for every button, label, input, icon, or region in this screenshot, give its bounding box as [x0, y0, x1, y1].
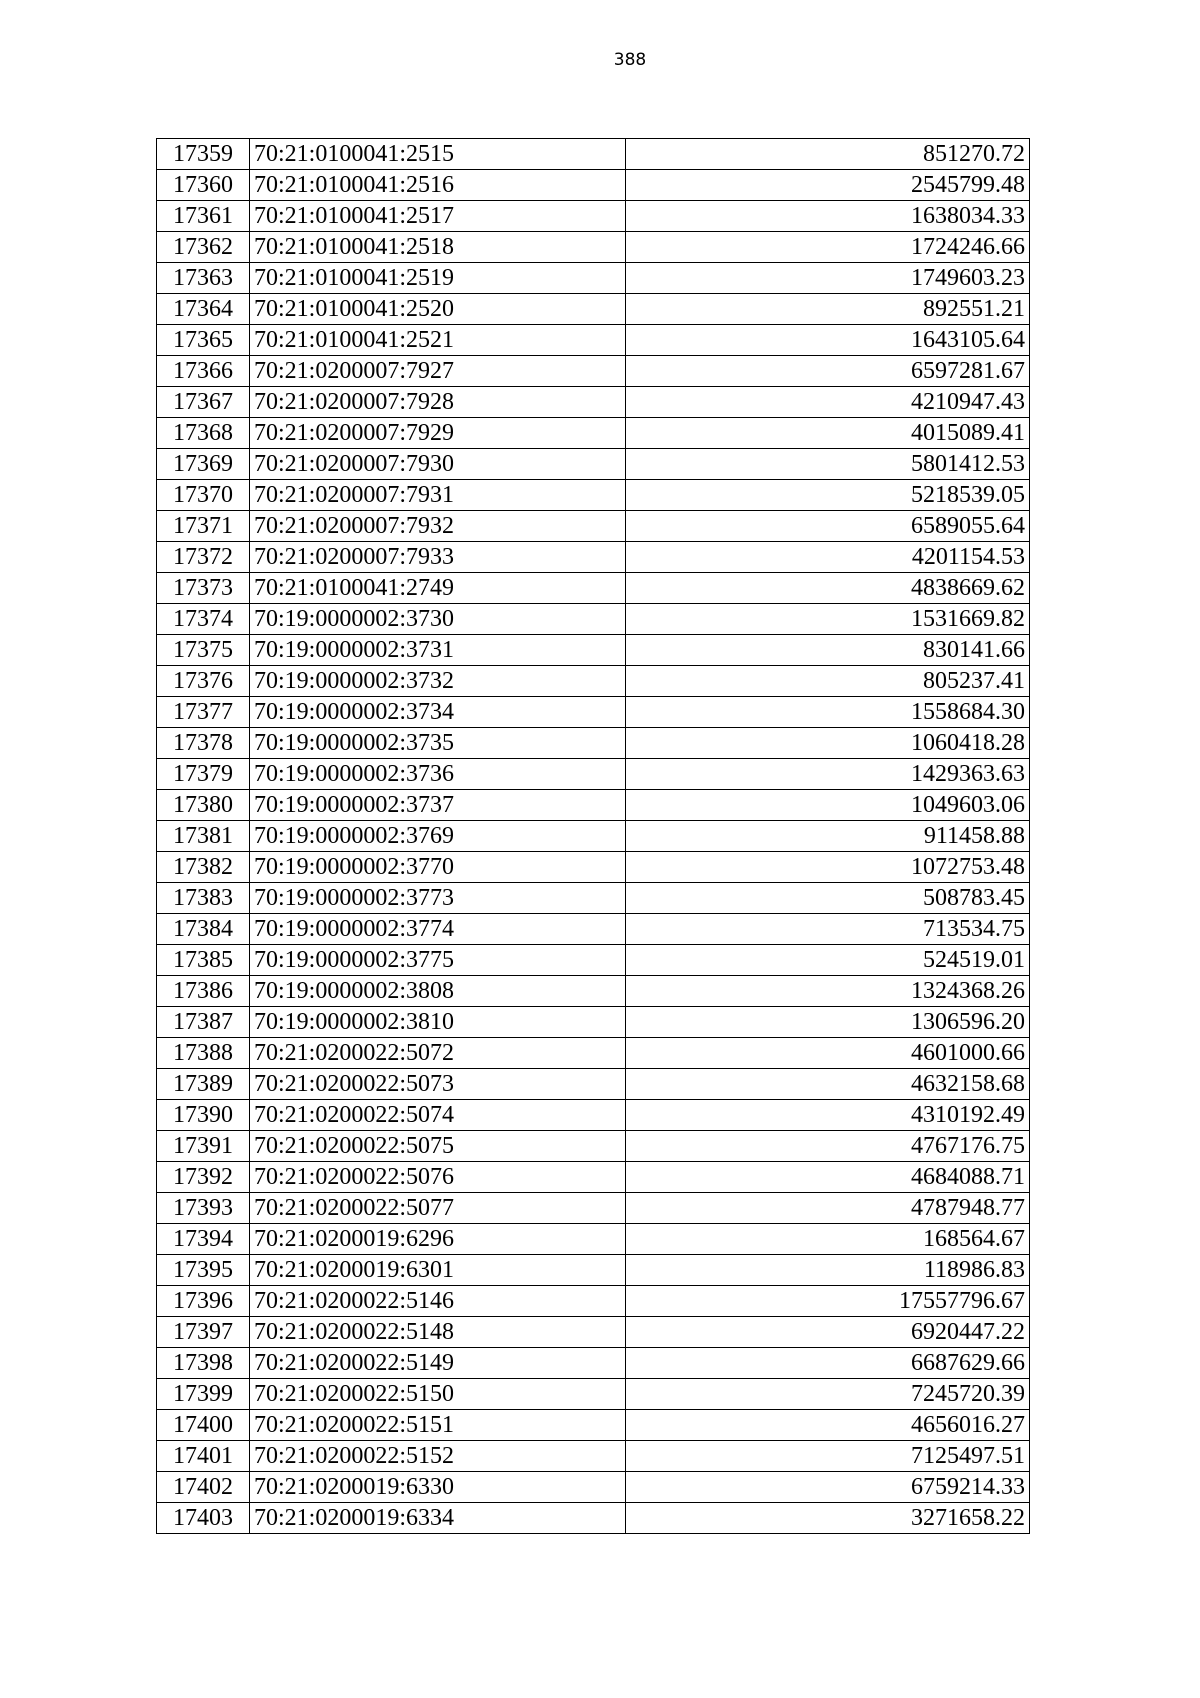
cadastral-value-cell: 1306596.20 — [626, 1007, 1030, 1038]
table-row — [157, 1038, 1030, 1069]
row-number-cell: 17382 — [157, 852, 250, 883]
cadastral-value-cell: 508783.45 — [626, 883, 1030, 914]
row-number-cell: 17399 — [157, 1379, 250, 1410]
cadastral-number-cell: 70:21:0200022:5073 — [250, 1069, 626, 1100]
row-number-cell: 17376 — [157, 666, 250, 697]
cadastral-value-cell: 7125497.51 — [626, 1441, 1030, 1472]
table-row — [157, 1255, 1030, 1286]
cadastral-value-cell: 2545799.48 — [626, 170, 1030, 201]
cadastral-value-cell: 1531669.82 — [626, 604, 1030, 635]
row-number-cell: 17396 — [157, 1286, 250, 1317]
table-row — [157, 294, 1030, 325]
row-number-cell: 17394 — [157, 1224, 250, 1255]
row-number-cell: 17365 — [157, 325, 250, 356]
row-number-cell: 17387 — [157, 1007, 250, 1038]
cadastral-number-cell: 70:21:0100041:2515 — [250, 139, 626, 170]
table-row — [157, 728, 1030, 759]
table-row — [157, 1286, 1030, 1317]
row-number-cell: 17386 — [157, 976, 250, 1007]
row-number-cell: 17381 — [157, 821, 250, 852]
cadastral-value-cell: 1060418.28 — [626, 728, 1030, 759]
table-row — [157, 1379, 1030, 1410]
table-row — [157, 325, 1030, 356]
cadastral-value-cell: 1324368.26 — [626, 976, 1030, 1007]
table-row — [157, 759, 1030, 790]
table-row — [157, 232, 1030, 263]
row-number-cell: 17402 — [157, 1472, 250, 1503]
page-number: 388 — [613, 50, 647, 70]
table-body — [157, 139, 1030, 1534]
cadastral-value-cell: 4684088.71 — [626, 1162, 1030, 1193]
row-number-cell: 17369 — [157, 449, 250, 480]
cadastral-number-cell: 70:19:0000002:3773 — [250, 883, 626, 914]
row-number-cell: 17384 — [157, 914, 250, 945]
table-row — [157, 1007, 1030, 1038]
row-number-cell: 17367 — [157, 387, 250, 418]
cadastral-value-cell: 1724246.66 — [626, 232, 1030, 263]
row-number-cell: 17362 — [157, 232, 250, 263]
cadastral-number-cell: 70:19:0000002:3769 — [250, 821, 626, 852]
cadastral-number-cell: 70:19:0000002:3808 — [250, 976, 626, 1007]
cadastral-value-cell: 6759214.33 — [626, 1472, 1030, 1503]
cadastral-number-cell: 70:19:0000002:3732 — [250, 666, 626, 697]
cadastral-number-cell: 70:21:0200019:6296 — [250, 1224, 626, 1255]
cadastral-number-cell: 70:21:0200007:7929 — [250, 418, 626, 449]
cadastral-value-cell: 4201154.53 — [626, 542, 1030, 573]
cadastral-number-cell: 70:21:0200022:5075 — [250, 1131, 626, 1162]
row-number-cell: 17385 — [157, 945, 250, 976]
cadastral-value-cell: 1558684.30 — [626, 697, 1030, 728]
table-row — [157, 821, 1030, 852]
cadastral-value-cell: 1429363.63 — [626, 759, 1030, 790]
table-row — [157, 1317, 1030, 1348]
row-number-cell: 17397 — [157, 1317, 250, 1348]
table-row — [157, 170, 1030, 201]
cadastral-number-cell: 70:21:0200022:5072 — [250, 1038, 626, 1069]
cadastral-value-cell: 4656016.27 — [626, 1410, 1030, 1441]
row-number-cell: 17389 — [157, 1069, 250, 1100]
row-number-cell: 17370 — [157, 480, 250, 511]
cadastral-number-cell: 70:19:0000002:3734 — [250, 697, 626, 728]
cadastral-number-cell: 70:21:0200022:5149 — [250, 1348, 626, 1379]
row-number-cell: 17395 — [157, 1255, 250, 1286]
table-row — [157, 263, 1030, 294]
cadastral-number-cell: 70:21:0200019:6334 — [250, 1503, 626, 1534]
cadastral-value-cell: 118986.83 — [626, 1255, 1030, 1286]
table-row — [157, 1069, 1030, 1100]
table-row — [157, 201, 1030, 232]
table-row — [157, 139, 1030, 170]
cadastral-value-cell: 5801412.53 — [626, 449, 1030, 480]
cadastral-number-cell: 70:21:0100041:2520 — [250, 294, 626, 325]
row-number-cell: 17400 — [157, 1410, 250, 1441]
row-number-cell: 17371 — [157, 511, 250, 542]
cadastral-number-cell: 70:19:0000002:3730 — [250, 604, 626, 635]
cadastral-number-cell: 70:21:0200007:7927 — [250, 356, 626, 387]
row-number-cell: 17363 — [157, 263, 250, 294]
cadastral-value-cell: 911458.88 — [626, 821, 1030, 852]
cadastral-value-cell: 830141.66 — [626, 635, 1030, 666]
cadastral-number-cell: 70:19:0000002:3775 — [250, 945, 626, 976]
row-number-cell: 17361 — [157, 201, 250, 232]
row-number-cell: 17388 — [157, 1038, 250, 1069]
table-row — [157, 449, 1030, 480]
cadastral-number-cell: 70:21:0200007:7932 — [250, 511, 626, 542]
cadastral-number-cell: 70:19:0000002:3731 — [250, 635, 626, 666]
cadastral-value-cell: 713534.75 — [626, 914, 1030, 945]
cadastral-number-cell: 70:19:0000002:3735 — [250, 728, 626, 759]
cadastral-value-cell: 6920447.22 — [626, 1317, 1030, 1348]
row-number-cell: 17374 — [157, 604, 250, 635]
table-row — [157, 976, 1030, 1007]
row-number-cell: 17401 — [157, 1441, 250, 1472]
cadastral-value-cell: 6687629.66 — [626, 1348, 1030, 1379]
row-number-cell: 17368 — [157, 418, 250, 449]
row-number-cell: 17360 — [157, 170, 250, 201]
cadastral-number-cell: 70:21:0200007:7931 — [250, 480, 626, 511]
cadastral-value-cell: 1638034.33 — [626, 201, 1030, 232]
row-number-cell: 17378 — [157, 728, 250, 759]
cadastral-number-cell: 70:21:0100041:2517 — [250, 201, 626, 232]
row-number-cell: 17377 — [157, 697, 250, 728]
cadastral-number-cell: 70:21:0200022:5148 — [250, 1317, 626, 1348]
cadastral-value-cell: 6589055.64 — [626, 511, 1030, 542]
table-row — [157, 1441, 1030, 1472]
cadastral-value-cell: 4601000.66 — [626, 1038, 1030, 1069]
cadastral-value-cell: 805237.41 — [626, 666, 1030, 697]
cadastral-value-cell: 1072753.48 — [626, 852, 1030, 883]
table-row — [157, 852, 1030, 883]
cadastral-value-cell: 1049603.06 — [626, 790, 1030, 821]
cadastral-number-cell: 70:19:0000002:3774 — [250, 914, 626, 945]
cadastral-number-cell: 70:21:0200019:6301 — [250, 1255, 626, 1286]
table-row — [157, 387, 1030, 418]
table-row — [157, 480, 1030, 511]
table-row — [157, 1348, 1030, 1379]
cadastral-value-cell: 1749603.23 — [626, 263, 1030, 294]
table-row — [157, 356, 1030, 387]
cadastral-number-cell: 70:19:0000002:3810 — [250, 1007, 626, 1038]
cadastral-number-cell: 70:21:0100041:2521 — [250, 325, 626, 356]
row-number-cell: 17390 — [157, 1100, 250, 1131]
cadastral-number-cell: 70:19:0000002:3736 — [250, 759, 626, 790]
table-row — [157, 1503, 1030, 1534]
table-row — [157, 790, 1030, 821]
table-row — [157, 914, 1030, 945]
row-number-cell: 17380 — [157, 790, 250, 821]
row-number-cell: 17372 — [157, 542, 250, 573]
table-row — [157, 883, 1030, 914]
cadastral-number-cell: 70:21:0200022:5151 — [250, 1410, 626, 1441]
table-row — [157, 666, 1030, 697]
row-number-cell: 17393 — [157, 1193, 250, 1224]
row-number-cell: 17373 — [157, 573, 250, 604]
table-row — [157, 573, 1030, 604]
cadastral-value-cell: 6597281.67 — [626, 356, 1030, 387]
cadastral-value-cell: 524519.01 — [626, 945, 1030, 976]
cadastral-number-cell: 70:21:0200007:7928 — [250, 387, 626, 418]
cadastral-value-cell: 168564.67 — [626, 1224, 1030, 1255]
table-row — [157, 418, 1030, 449]
row-number-cell: 17379 — [157, 759, 250, 790]
cadastral-value-cell: 851270.72 — [626, 139, 1030, 170]
cadastral-number-cell: 70:21:0200022:5152 — [250, 1441, 626, 1472]
cadastral-value-cell: 5218539.05 — [626, 480, 1030, 511]
table-row — [157, 604, 1030, 635]
row-number-cell: 17398 — [157, 1348, 250, 1379]
table-row — [157, 1410, 1030, 1441]
cadastral-value-table — [156, 138, 1030, 1534]
table-row — [157, 1224, 1030, 1255]
cadastral-value-cell: 4210947.43 — [626, 387, 1030, 418]
row-number-cell: 17366 — [157, 356, 250, 387]
cadastral-value-cell: 17557796.67 — [626, 1286, 1030, 1317]
table-row — [157, 697, 1030, 728]
cadastral-value-cell: 7245720.39 — [626, 1379, 1030, 1410]
cadastral-value-cell: 4632158.68 — [626, 1069, 1030, 1100]
row-number-cell: 17375 — [157, 635, 250, 666]
cadastral-number-cell: 70:21:0200022:5076 — [250, 1162, 626, 1193]
table-row — [157, 945, 1030, 976]
cadastral-number-cell: 70:19:0000002:3737 — [250, 790, 626, 821]
cadastral-number-cell: 70:21:0200019:6330 — [250, 1472, 626, 1503]
cadastral-value-cell: 892551.21 — [626, 294, 1030, 325]
cadastral-value-cell: 3271658.22 — [626, 1503, 1030, 1534]
table-row — [157, 1472, 1030, 1503]
cadastral-number-cell: 70:21:0200022:5150 — [250, 1379, 626, 1410]
cadastral-value-cell: 4838669.62 — [626, 573, 1030, 604]
row-number-cell: 17403 — [157, 1503, 250, 1534]
cadastral-number-cell: 70:21:0200007:7930 — [250, 449, 626, 480]
table-row — [157, 635, 1030, 666]
table-row — [157, 542, 1030, 573]
cadastral-number-cell: 70:21:0200022:5146 — [250, 1286, 626, 1317]
table-row — [157, 1131, 1030, 1162]
cadastral-number-cell: 70:21:0200022:5077 — [250, 1193, 626, 1224]
cadastral-value-cell: 4767176.75 — [626, 1131, 1030, 1162]
cadastral-number-cell: 70:21:0100041:2519 — [250, 263, 626, 294]
row-number-cell: 17391 — [157, 1131, 250, 1162]
cadastral-value-cell: 4310192.49 — [626, 1100, 1030, 1131]
row-number-cell: 17364 — [157, 294, 250, 325]
cadastral-number-cell: 70:21:0100041:2518 — [250, 232, 626, 263]
cadastral-number-cell: 70:21:0200022:5074 — [250, 1100, 626, 1131]
cadastral-number-cell: 70:19:0000002:3770 — [250, 852, 626, 883]
cadastral-value-cell: 4015089.41 — [626, 418, 1030, 449]
row-number-cell: 17392 — [157, 1162, 250, 1193]
row-number-cell: 17383 — [157, 883, 250, 914]
cadastral-number-cell: 70:21:0100041:2516 — [250, 170, 626, 201]
cadastral-number-cell: 70:21:0100041:2749 — [250, 573, 626, 604]
table-row — [157, 1100, 1030, 1131]
table-row — [157, 511, 1030, 542]
cadastral-value-cell: 1643105.64 — [626, 325, 1030, 356]
cadastral-number-cell: 70:21:0200007:7933 — [250, 542, 626, 573]
cadastral-value-cell: 4787948.77 — [626, 1193, 1030, 1224]
table-row — [157, 1162, 1030, 1193]
row-number-cell: 17359 — [157, 139, 250, 170]
table-row — [157, 1193, 1030, 1224]
